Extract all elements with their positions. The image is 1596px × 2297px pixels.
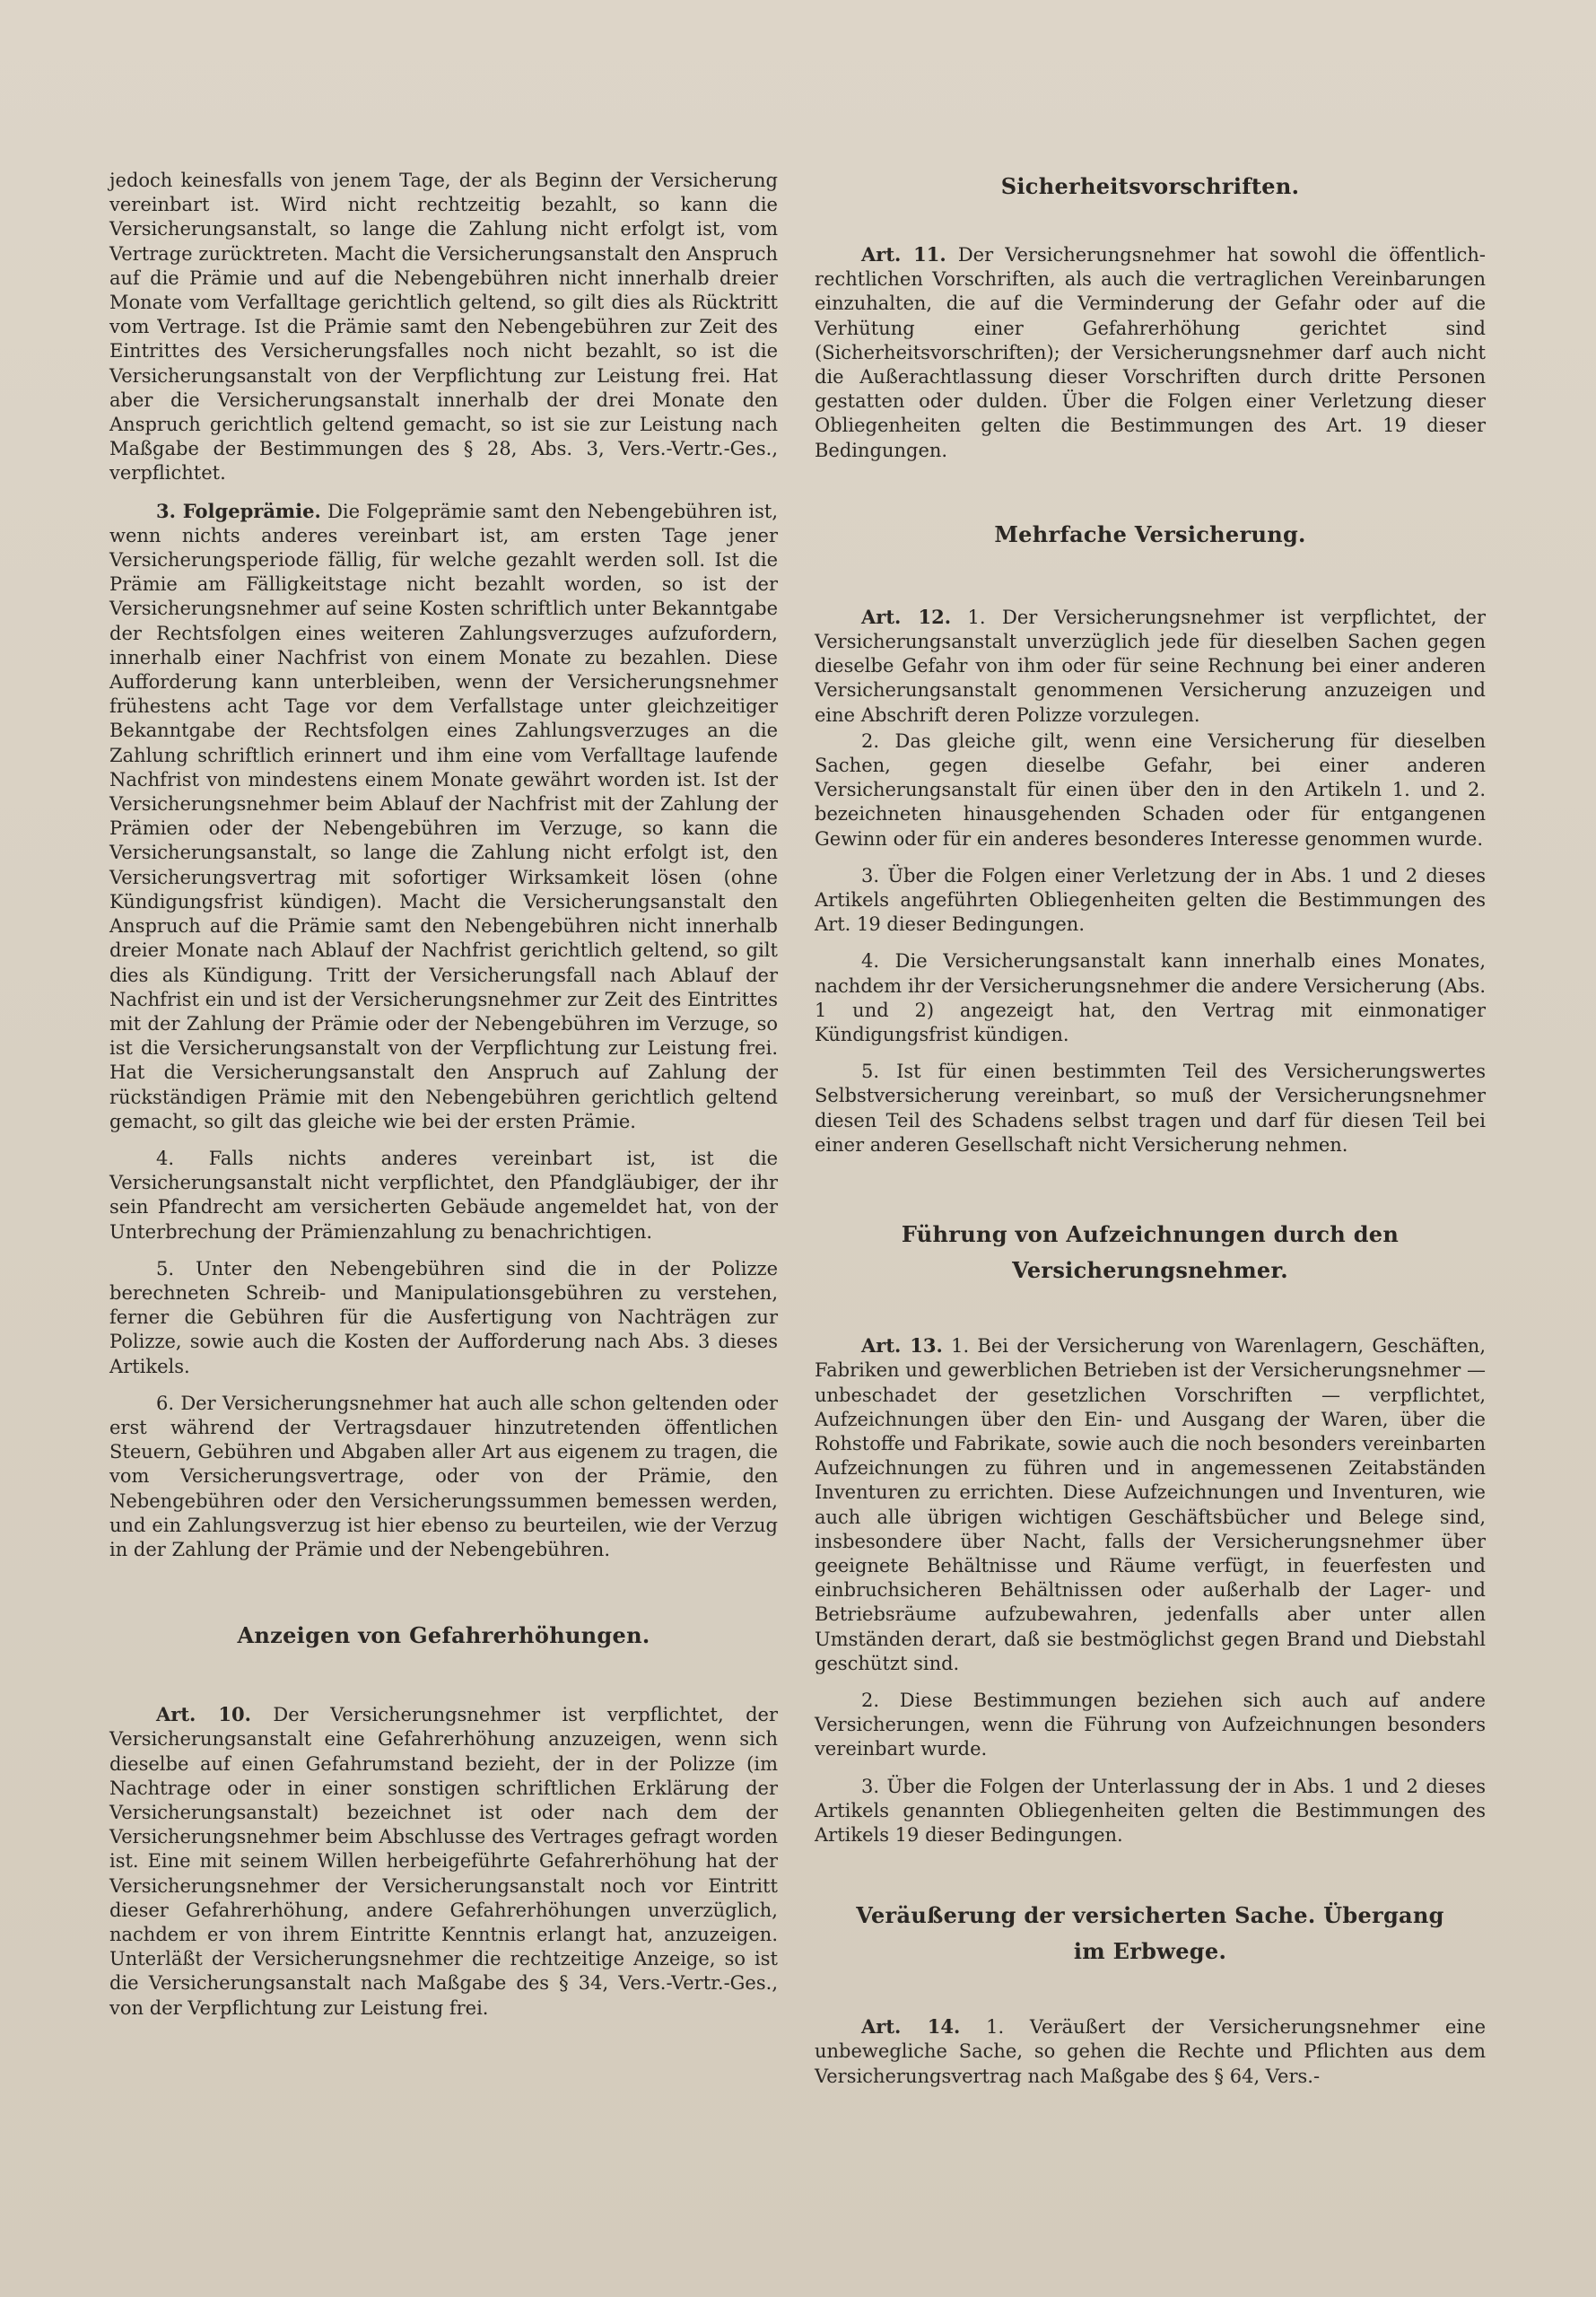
article-12-label: Art. 12. (861, 605, 952, 628)
article-14-1 (815, 2014, 1486, 2089)
paragraph-follow-premium (109, 499, 778, 1134)
right-column (815, 169, 1486, 2089)
heading-records-line1: Führung von Aufzeichnungen durch den (901, 1221, 1400, 1248)
article-14-1-text: 1. Veräußert der Versicherungsnehmer eine unbewegliche Sache, so gehen die Rechte und Pflichten aus dem Versicherungsvertrag nach Maßgabe des § 64, Vers.- (815, 2016, 1486, 2087)
article-12-2: 2. Das gleiche gilt, wenn eine Versicherung für dieselben Sachen, gegen dieselbe Gefahr, bei einer anderen Versicherungsanstalt für einen über den in den Artikeln 1. und 2. bezeichneten hinausgehenden Schaden oder für entgangenen Gewinn oder für ein anderes besonderes Interesse genommen wurde. (815, 729, 1486, 850)
article-13-2: 2. Diese Bestimmungen beziehen sich auch auf andere Versicherungen, wenn die Führung von Aufzeichnungen besonders vereinbart wurde. (815, 1689, 1486, 1760)
article-12-4: 4. Die Versicherungsanstalt kann innerhalb eines Monates, nachdem ihr der Versicherungsnehmer die andere Versicherung (Abs. 1 und 2) angezeigt hat, den Vertrag mit einmonatiger Kündigungsfrist kündigen. (815, 950, 1486, 1046)
heading-multiple-insurance: Mehrfache Versicherung. (994, 520, 1306, 547)
paragraph-fees: 5. Unter den Nebengebühren sind die in der Polizze berechneten Schreib- und Manipulationsgebühren zu verstehen, ferner die Gebühren für die Ausfertigung von Nachträgen zur Polizze, sowie auch die Kosten der Aufforderung nach Abs. 3 dieses Artikels. (109, 1257, 778, 1377)
paragraph-premium-continued: jedoch keinesfalls von jenem Tage, der als Beginn der Versicherung vereinbart ist. Wird nicht rechtzeitig bezahlt, so kann die Versicherungsanstalt, so lange die Zahlung nicht erfolgt ist, vom Vertrage zurücktreten. Macht die Versicherungsanstalt den Anspruch auf die Prämie und auf die Nebengebühren nicht innerhalb dreier Monate vom Verfalltage gerichtlich geltend, so gilt dies als Rücktritt vom Vertrage. Ist die Prämie samt den Nebengebühren zur Zeit des Eintrittes des Versicherungsfalles noch nicht bezahlt, so ist die Versicherungsanstalt von der Verpflichtung zur Leistung frei. Hat aber die Versicherungsanstalt innerhalb der drei Monate den Anspruch gerichtlich geltend gemacht, so ist sie zur Leistung nach Maßgabe der Bestimmungen des § 28, Abs. 3, Vers.-Vertr.-Ges., verpflichtet. (109, 170, 778, 485)
article-13-label: Art. 13. (861, 1334, 943, 1358)
article-14-label: Art. 14. (861, 2015, 961, 2039)
article-11 (815, 242, 1486, 463)
article-13-1-text: 1. Bei der Versicherung von Warenlagern, Geschäften, Fabriken und gewerblichen Betrieben ist der Versicherungsnehmer — unbeschadet der gesetzlichen Vorschriften — verpflichtet, Aufzeichnungen über den Ein- und Ausgang der Waren, über die Rohstoffe und Fabrikate, sowie auch die noch besonders vereinbarten Aufzeichnungen zu führen und in angemessenen Zeitabständen Inventuren zu errichten. Diese Aufzeichnungen und Inventuren, wie auch alle übrigen wichtigen Geschäftsbücher und Belege sind, insbesondere über Nacht, falls der Versicherungsnehmer über geeignete Behältnisse und Räume verfügt, in feuerfesten und einbruchsicheren Behältnissen oder außerhalb der Lager- und Betriebsräume aufzubewahren, jedenfalls aber unter allen Umständen derart, daß sie bestmöglichst gegen Brand und Diebstahl geschützt sind. (815, 1335, 1487, 1674)
article-13-3: 3. Über die Folgen der Unterlassung der in Abs. 1 und 2 dieses Artikels genannten Obliegenheiten gelten die Bestimmungen des Artikels 19 dieser Bedingungen. (815, 1775, 1486, 1846)
heading-sale-line2: im Erbwege. (1073, 1938, 1227, 1965)
article-12-1-text: 1. Der Versicherungsnehmer ist verpflichtet, der Versicherungsanstalt unverzüglich jede für dieselben Sachen gegen dieselbe Gefahr von ihm oder für seine Rechnung bei einer anderen Versicherungsanstalt genommenen Versicherung anzuzeigen und eine Abschrift deren Polizze vorzulegen. (815, 606, 1486, 726)
article-11-label: Art. 11. (861, 243, 946, 266)
heading-risk-increase: Anzeigen von Gefahrerhöhungen. (237, 1622, 650, 1649)
heading-sale-line1: Veräußerung der versicherten Sache. Übergang (856, 1902, 1444, 1929)
article-12-3: 3. Über die Folgen einer Verletzung der in Abs. 1 und 2 dieses Artikels angeführten Obliegenheiten gelten die Bestimmungen des Art. 19 dieser Bedingungen. (815, 864, 1486, 936)
paragraph-follow-premium-text: Die Folgeprämie samt den Nebengebühren ist, wenn nichts anderes vereinbart ist, am ersten Tage jener Versicherungsperiode fällig, für welche gezahlt werden soll. Ist die Prämie am Fälligkeitstage nicht bezahlt worden, so ist der Versicherungsnehmer auf seine Kosten schriftlich unter Bekanntgabe der Rechtsfolgen eines weiteren Zahlungsverzuges aufzufordern, innerhalb einer Nachfrist von einem Monate zu bezahlen. Diese Aufforderung kann unterbleiben, wenn der Versicherungsnehmer frühestens acht Tage vor dem Verfallstage unter gleichzeitiger Bekanntgabe der Rechtsfolgen eines Zahlungsverzuges an die Zahlung schriftlich erinnert und ihm eine vom Verfalltage laufende Nachfrist von mindestens einem Monate gewährt worden ist. Ist der Versicherungsnehmer beim Ablauf der Nachfrist mit der Zahlung der Prämien oder der Nebengebühren im Verzuge, so kann die Versicherungsanstalt, so lange die Zahlung nicht erfolgt ist, den Versicherungsvertrag mit sofortiger Wirksamkeit lösen (ohne Kündigungsfrist kündigen). Macht die Versicherungsanstalt den Anspruch auf die Prämie samt den Nebengebühren nicht innerhalb dreier Monate nach Ablauf der Nachfrist gerichtlich geltend, so gilt dies als Kündigung. Tritt der Versicherungsfall nach Ablauf der Nachfrist ein und ist der Versicherungsnehmer zur Zeit des Eintrittes mit der Zahlung der Prämie oder der Nebengebühren im Verzuge, so ist die Versicherungsanstalt von der Verpflichtung zur Leistung frei. Hat die Versicherungsanstalt den Anspruch auf Zahlung der rückständigen Prämie mit den Nebengebühren gerichtlich geltend gemacht, so gilt das gleiche wie bei der ersten Prämie. (109, 500, 778, 1132)
term-follow-premium: 3. Folgeprämie. (156, 499, 321, 522)
paragraph-pledgee: 4. Falls nichts anderes vereinbart ist, ist die Versicherungsanstalt nicht verpflichtet, den Pfandgläubiger, der ihr sein Pfandrecht am versicherten Gebäude angemeldet hat, von der Unterbrechung der Prämienzahlung zu benachrichtigen. (109, 1147, 778, 1243)
article-10-text: Der Versicherungsnehmer ist verpflichtet, der Versicherungsanstalt eine Gefahrerhöhung anzuzeigen, wenn sich dieselbe auf einen Gefahrumstand bezieht, der in der Polizze (im Nachtrage oder in einer sonstigen schriftlichen Erklärung der Versicherungsanstalt) bezeichnet ist oder nach dem der Versicherungsnehmer beim Abschlusse des Vertrages gefragt worden ist. Eine mit seinem Willen herbeigeführte Gefahrerhöhung hat der Versicherungsnehmer der Versicherungsanstalt noch vor Eintritt dieser Gefahrerhöhung, andere Gefahrerhöhungen unverzüglich, nachdem er von ihrem Eintritte Kenntnis erlangt hat, anzuzeigen. Unterläßt der Versicherungsnehmer die rechtzeitige Anzeige, so ist die Versicherungsanstalt nach Maßgabe des § 34, Vers.-Vertr.-Ges., von der Verpflichtung zur Leistung frei. (109, 1704, 778, 2019)
article-10-label: Art. 10. (156, 1703, 251, 1726)
heading-records-line2: Versicherungsnehmer. (1012, 1257, 1288, 1284)
heading-safety-rules: Sicherheitsvorschriften. (1000, 173, 1300, 199)
article-11-text: Der Versicherungsnehmer hat sowohl die öffentlich-rechtlichen Vorschriften, als auch die vertraglichen Vereinbarungen einzuhalten, die auf die Verminderung der Gefahr oder auf die Verhütung einer Gefahrerhöhung gerichtet sind (Sicherheitsvorschriften); der Versicherungsnehmer darf auch nicht die Außerachtlassung dieser Vorschriften durch dritte Personen gestatten oder dulden. Über die Folgen einer Verletzung dieser Obliegenheiten gelten die Bestimmungen des Art. 19 dieser Bedingungen. (815, 244, 1486, 461)
paragraph-taxes: 6. Der Versicherungsnehmer hat auch alle schon geltenden oder erst während der Vertragsdauer hinzutretenden öffentlichen Steuern, Gebühren und Abgaben aller Art aus eigenem zu tragen, die vom Versicherungsvertrage, oder von der Prämie, den Nebengebühren oder den Versicherungssummen bemessen werden, und ein Zahlungsverzug ist hier ebenso zu beurteilen, wie der Verzug in der Zahlung der Prämie und der Nebengebühren. (109, 1392, 778, 1560)
article-10 (109, 1702, 778, 2021)
left-column (109, 169, 778, 2021)
article-12-5: 5. Ist für einen bestimmten Teil des Versicherungswertes Selbstversicherung vereinbart, so muß der Versicherungsnehmer diesen Teil des Schadens selbst tragen und darf für diesen Teil bei einer anderen Gesellschaft nicht Versicherung nehmen. (815, 1061, 1486, 1156)
article-13-1 (815, 1333, 1486, 1676)
article-12-1 (815, 605, 1486, 728)
